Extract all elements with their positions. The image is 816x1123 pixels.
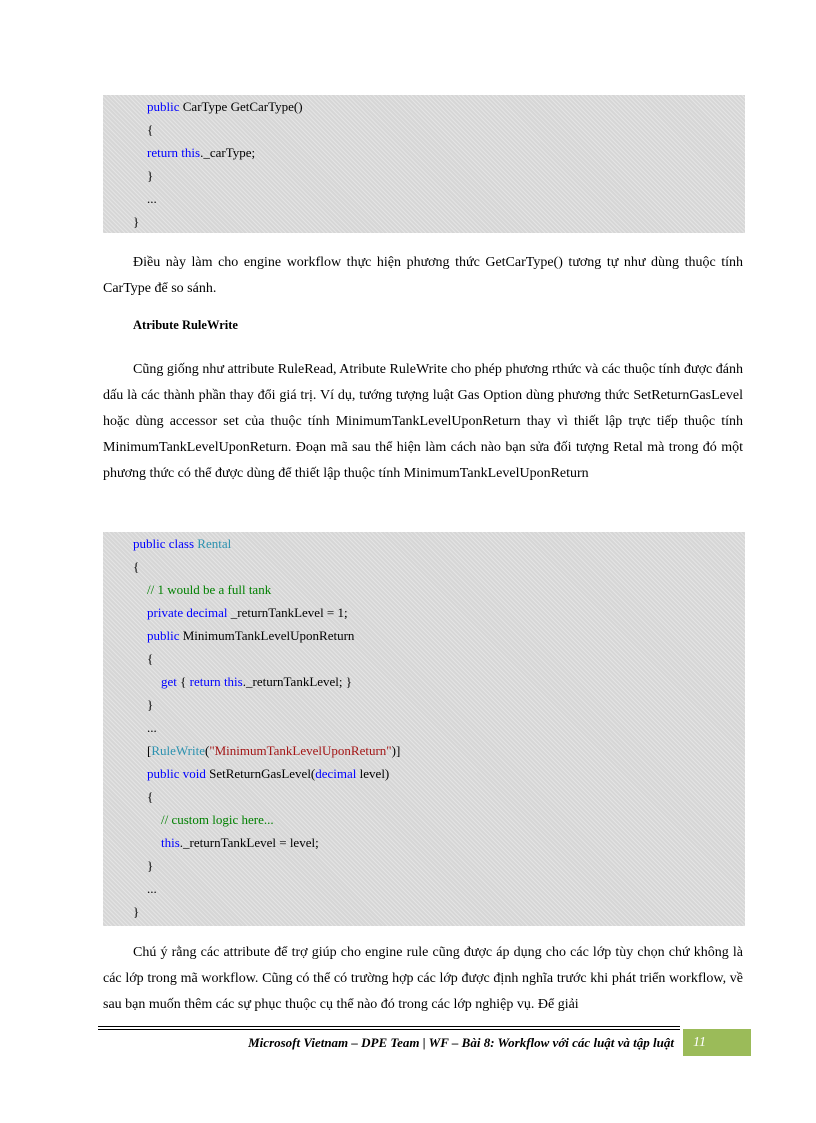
code-line: [103, 693, 745, 716]
code-line: [103, 141, 745, 164]
code-token: [: [147, 743, 152, 758]
paragraph-text: Điều này làm cho engine workflow thực hiện phương thức GetCarType() tương tự như dùng thuộc tính CarType để so sánh.: [103, 255, 743, 296]
code-token: {: [147, 789, 154, 804]
code-token: ...: [147, 191, 157, 206]
code-token: _returnTankLevel = 1;: [227, 605, 348, 620]
code-token: "MinimumTankLevelUponReturn": [209, 743, 392, 758]
code-token: ._returnTankLevel = level;: [179, 835, 319, 850]
code-token: return: [147, 145, 179, 160]
code-line: [103, 532, 745, 555]
footer-divider: [98, 1026, 680, 1027]
code-token: }: [147, 168, 154, 183]
footer-title: Microsoft Vietnam – DPE Team | WF – Bài 8: Workflow với các luật và tập luật: [248, 1035, 674, 1050]
code-line: [103, 187, 745, 210]
paragraph-text: Cũng giống như attribute RuleRead, Atribute RuleWrite cho phép phương rthức và các thuộc tính được đánh dấu là các thành phần thay đổi giá trị. Ví dụ, tướng tượng luật Gas Option dùng phương thức SetReturnGasLevel hoặc dùng accessor set của thuộc tính MinimumTankLevelUponReturn thay vì thiết lập trực tiếp thuộc tính MinimumTankLevelUponReturn. Đoạn mã sau thể hiện làm cách nào bạn sửa đối tượng Retal mà trong đó một phương thức có thể được dùng để thiết lập thuộc tính MinimumTankLevelUponReturn: [103, 362, 743, 481]
code-token: decimal: [186, 605, 228, 620]
paragraph-text: Chú ý rằng các attribute để trợ giúp cho engine rule cũng được áp dụng cho các lớp tùy chọn chứ không là các lớp trong mã workflow. Cũng có thể có trường hợp các lớp được định nghĩa trước khi phát triển workflow, về sau bạn muốn thêm các sự phục thuộc cụ thể nào đó trong các lớp nghiệp vụ. Để giải: [103, 945, 743, 1012]
code-token: RuleWrite: [151, 743, 205, 758]
code-token: {: [133, 559, 140, 574]
code-line: [103, 118, 745, 141]
code-token: class: [168, 536, 195, 551]
code-block-rental-class: [103, 532, 745, 926]
code-token: public: [147, 99, 180, 114]
code-line: [103, 831, 745, 854]
code-token: public: [133, 536, 166, 551]
code-line: [103, 739, 745, 762]
code-token: // 1 would be a full tank: [147, 582, 272, 597]
code-token: }: [147, 697, 154, 712]
code-token: }: [133, 214, 140, 229]
code-line: [103, 624, 745, 647]
code-token: {: [147, 122, 154, 137]
code-token: }: [133, 904, 140, 919]
code-token: this: [223, 674, 243, 689]
code-token: public: [147, 628, 180, 643]
code-token: {: [176, 674, 190, 689]
code-line: [103, 601, 745, 624]
code-token: ._returnTankLevel; }: [242, 674, 353, 689]
code-token: public: [147, 766, 180, 781]
code-line: [103, 647, 745, 670]
code-token: Rental: [197, 536, 232, 551]
code-token: this: [161, 835, 180, 850]
code-token: private: [147, 605, 184, 620]
code-token: }: [147, 858, 154, 873]
code-line: [103, 578, 745, 601]
page-number: 11: [683, 1029, 751, 1056]
code-token: return: [189, 674, 221, 689]
code-block-getcartype: [103, 95, 745, 233]
code-line: [103, 877, 745, 900]
code-line: [103, 854, 745, 877]
code-token: level): [356, 766, 390, 781]
code-line: [103, 762, 745, 785]
code-line: [103, 95, 745, 118]
code-token: (: [204, 743, 210, 758]
code-token: ._carType;: [200, 145, 256, 160]
code-token: get: [161, 674, 177, 689]
code-token: ...: [147, 881, 157, 896]
code-token: SetReturnGasLevel(: [205, 766, 316, 781]
paragraph-getcartype-explanation: [103, 250, 743, 302]
code-line: [103, 808, 745, 831]
code-line: [103, 900, 745, 923]
code-line: [103, 785, 745, 808]
code-token: this: [181, 145, 201, 160]
footer-divider: [98, 1029, 680, 1030]
section-heading: Atribute RuleWrite: [133, 318, 238, 332]
code-line: [103, 716, 745, 739]
code-token: {: [147, 651, 154, 666]
code-token: )]: [391, 743, 401, 758]
code-token: decimal: [315, 766, 357, 781]
code-line: [103, 670, 745, 693]
code-token: CarType GetCarType(): [179, 99, 303, 114]
code-line: [103, 164, 745, 187]
code-token: void: [182, 766, 206, 781]
code-token: MinimumTankLevelUponReturn: [179, 628, 355, 643]
code-token: // custom logic here...: [161, 812, 274, 827]
code-line: [103, 210, 745, 233]
paragraph-attributes-note: [103, 940, 743, 1018]
code-line: [103, 555, 745, 578]
paragraph-rulewrite-description: [103, 357, 743, 487]
code-token: ...: [147, 720, 157, 735]
